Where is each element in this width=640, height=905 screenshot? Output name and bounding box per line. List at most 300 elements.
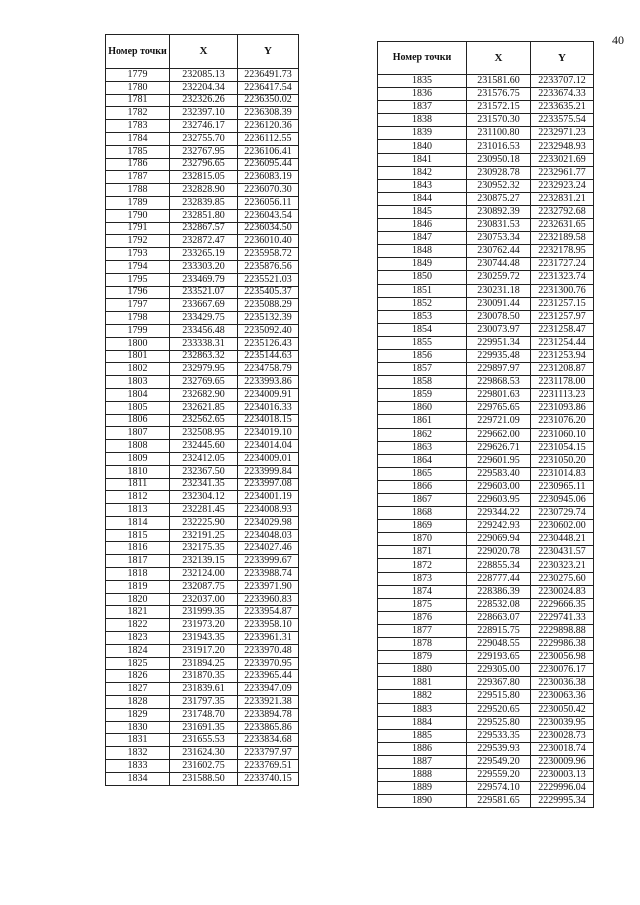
y-cell: 2232948.93 [531,140,594,153]
x-cell: 232326.26 [170,94,238,107]
y-cell: 2236043.54 [238,209,299,222]
y-cell: 2231254.44 [531,336,594,349]
point-number-cell: 1835 [378,75,467,88]
table-row [106,286,299,299]
table-row [378,559,594,572]
y-cell: 2234018.15 [238,414,299,427]
x-cell: 232304.12 [170,491,238,504]
x-cell: 231748.70 [170,708,238,721]
table-row [106,132,299,145]
point-number-cell: 1874 [378,585,467,598]
table-row [106,299,299,312]
x-cell: 233469.79 [170,273,238,286]
point-number-cell: 1789 [106,196,170,209]
y-cell: 2230945.06 [531,494,594,507]
coordinates-table-left [105,34,299,786]
x-cell: 233265.19 [170,248,238,261]
point-number-cell: 1839 [378,127,467,140]
y-cell: 2231208.87 [531,363,594,376]
table-row [378,127,594,140]
y-cell: 2236112.55 [238,132,299,145]
x-cell: 232746.17 [170,120,238,133]
table-row [106,69,299,82]
point-number-cell: 1885 [378,729,467,742]
x-cell: 229583.40 [467,467,531,480]
table-row [106,120,299,133]
x-header: X [170,35,238,69]
x-cell: 229574.10 [467,782,531,795]
y-cell: 2236491.73 [238,69,299,82]
y-cell: 2233971.90 [238,580,299,593]
x-cell: 229603.00 [467,480,531,493]
point-number-cell: 1878 [378,638,467,651]
table-row [378,297,594,310]
table-row [106,222,299,235]
table-row [378,402,594,415]
point-number-cell: 1843 [378,179,467,192]
x-cell: 232562.65 [170,414,238,427]
table-row [106,619,299,632]
table-row [378,494,594,507]
point-number-header: Номер точки [378,42,467,75]
x-cell: 232139.15 [170,555,238,568]
y-cell: 2232792.68 [531,205,594,218]
x-cell: 229601.95 [467,454,531,467]
table-row [106,529,299,542]
table-row [378,114,594,127]
point-number-cell: 1788 [106,184,170,197]
y-cell: 2233965.44 [238,670,299,683]
table-row [106,708,299,721]
point-number-cell: 1860 [378,402,467,415]
point-number-cell: 1784 [106,132,170,145]
x-cell: 232508.95 [170,427,238,440]
table-header-row [378,42,594,75]
table-row [106,312,299,325]
x-cell: 232755.70 [170,132,238,145]
x-cell: 230753.34 [467,232,531,245]
table-row [378,742,594,755]
y-cell: 2232831.21 [531,192,594,205]
point-number-cell: 1783 [106,120,170,133]
table-row [106,337,299,350]
point-number-cell: 1790 [106,209,170,222]
point-number-cell: 1868 [378,507,467,520]
point-number-cell: 1779 [106,69,170,82]
table-row [378,624,594,637]
x-cell: 230952.32 [467,179,531,192]
point-number-cell: 1847 [378,232,467,245]
table-row [106,196,299,209]
y-cell: 2231054.15 [531,441,594,454]
x-cell: 230892.39 [467,205,531,218]
x-cell: 232828.90 [170,184,238,197]
x-cell: 232341.35 [170,478,238,491]
table-row [106,683,299,696]
point-number-cell: 1797 [106,299,170,312]
table-row [378,428,594,441]
y-cell: 2230448.21 [531,533,594,546]
x-cell: 228386.39 [467,585,531,598]
point-number-cell: 1844 [378,192,467,205]
table-row [106,363,299,376]
point-number-cell: 1830 [106,721,170,734]
table-row [378,271,594,284]
table-row [106,644,299,657]
point-number-cell: 1795 [106,273,170,286]
y-cell: 2234014.04 [238,440,299,453]
point-number-cell: 1837 [378,101,467,114]
table-row [378,363,594,376]
y-cell: 2233947.09 [238,683,299,696]
page-number: 40 [612,33,624,47]
table-row [378,755,594,768]
table-row [378,232,594,245]
point-number-cell: 1875 [378,598,467,611]
point-number-cell: 1887 [378,755,467,768]
x-header: X [467,42,531,75]
table-body-left [106,69,299,786]
table-row [378,703,594,716]
point-number-cell: 1798 [106,312,170,325]
y-cell: 2231093.86 [531,402,594,415]
x-cell: 233429.75 [170,312,238,325]
y-cell: 2234048.03 [238,529,299,542]
y-cell: 2234009.91 [238,388,299,401]
point-number-cell: 1804 [106,388,170,401]
y-cell: 2236070.30 [238,184,299,197]
x-cell: 231572.15 [467,101,531,114]
point-number-cell: 1809 [106,452,170,465]
point-number-cell: 1857 [378,363,467,376]
y-cell: 2232178.95 [531,245,594,258]
x-cell: 229549.20 [467,755,531,768]
table-row [378,389,594,402]
table-row [378,638,594,651]
x-cell: 229367.80 [467,677,531,690]
y-cell: 2230036.38 [531,677,594,690]
x-cell: 233667.69 [170,299,238,312]
y-cell: 2229996.04 [531,782,594,795]
x-cell: 232191.25 [170,529,238,542]
point-number-cell: 1882 [378,690,467,703]
y-cell: 2230003.13 [531,768,594,781]
table-row [106,504,299,517]
x-cell: 229048.55 [467,638,531,651]
table-row [106,145,299,158]
point-number-cell: 1796 [106,286,170,299]
point-number-cell: 1842 [378,166,467,179]
table-row [106,593,299,606]
y-cell: 2229898.88 [531,624,594,637]
point-number-cell: 1807 [106,427,170,440]
point-number-cell: 1852 [378,297,467,310]
y-header: Y [531,42,594,75]
y-cell: 2232923.24 [531,179,594,192]
point-number-cell: 1858 [378,376,467,389]
y-cell: 2231113.23 [531,389,594,402]
point-number-cell: 1814 [106,516,170,529]
y-cell: 2229986.38 [531,638,594,651]
y-cell: 2236350.02 [238,94,299,107]
y-cell: 2232189.58 [531,232,594,245]
table-row [106,491,299,504]
point-number-cell: 1793 [106,248,170,261]
point-number-cell: 1870 [378,533,467,546]
point-number-cell: 1876 [378,611,467,624]
x-cell: 229897.97 [467,363,531,376]
x-cell: 228777.44 [467,572,531,585]
y-cell: 2234009.01 [238,452,299,465]
table-row [378,192,594,205]
x-cell: 228663.07 [467,611,531,624]
y-cell: 2236120.36 [238,120,299,133]
y-cell: 2236095.44 [238,158,299,171]
y-cell: 2229995.34 [531,795,594,808]
table-row [106,555,299,568]
y-cell: 2233988.74 [238,568,299,581]
table-body-right [378,75,594,808]
point-number-cell: 1872 [378,559,467,572]
point-number-cell: 1855 [378,336,467,349]
y-cell: 2230024.83 [531,585,594,598]
y-cell: 2230965.11 [531,480,594,493]
y-cell: 2233674.33 [531,88,594,101]
y-cell: 2231727.24 [531,258,594,271]
table-row [106,376,299,389]
y-cell: 2234029.98 [238,516,299,529]
x-cell: 232445.60 [170,440,238,453]
point-number-cell: 1821 [106,606,170,619]
x-cell: 232872.47 [170,235,238,248]
x-cell: 232839.85 [170,196,238,209]
table-row [378,179,594,192]
x-cell: 232204.34 [170,81,238,94]
table-row [106,696,299,709]
y-cell: 2233575.54 [531,114,594,127]
x-cell: 229721.09 [467,415,531,428]
table-row [378,716,594,729]
table-row [378,153,594,166]
point-number-cell: 1879 [378,651,467,664]
x-cell: 232037.00 [170,593,238,606]
x-cell: 232867.57 [170,222,238,235]
point-number-cell: 1880 [378,664,467,677]
point-number-cell: 1850 [378,271,467,284]
table-row [106,209,299,222]
x-cell: 229020.78 [467,546,531,559]
point-number-cell: 1799 [106,324,170,337]
x-cell: 229344.22 [467,507,531,520]
point-number-cell: 1803 [106,376,170,389]
table-row [378,651,594,664]
x-cell: 229539.93 [467,742,531,755]
table-row [106,606,299,619]
x-cell: 231870.35 [170,670,238,683]
y-cell: 2230009.96 [531,755,594,768]
table-row [378,88,594,101]
x-cell: 232281.45 [170,504,238,517]
table-row [106,260,299,273]
table-row [378,768,594,781]
y-cell: 2233999.84 [238,465,299,478]
table-row [106,465,299,478]
y-cell: 2233960.83 [238,593,299,606]
x-cell: 229533.35 [467,729,531,742]
x-cell: 231797.35 [170,696,238,709]
point-number-cell: 1832 [106,747,170,760]
x-cell: 230078.50 [467,310,531,323]
y-cell: 2236056.11 [238,196,299,209]
point-number-header: Номер точки [106,35,170,69]
table-row [378,611,594,624]
table-row [378,75,594,88]
y-cell: 2231258.47 [531,323,594,336]
y-cell: 2231300.76 [531,284,594,297]
y-cell: 2233970.95 [238,657,299,670]
table-row [378,349,594,362]
x-cell: 232397.10 [170,107,238,120]
table-row [378,729,594,742]
y-cell: 2230431.57 [531,546,594,559]
table-row [106,580,299,593]
point-number-cell: 1883 [378,703,467,716]
x-cell: 231943.35 [170,632,238,645]
point-number-cell: 1819 [106,580,170,593]
table-row [106,670,299,683]
x-cell: 231016.53 [467,140,531,153]
point-number-cell: 1890 [378,795,467,808]
x-cell: 229801.63 [467,389,531,402]
point-number-cell: 1791 [106,222,170,235]
point-number-cell: 1833 [106,760,170,773]
table-row [106,734,299,747]
y-cell: 2231060.10 [531,428,594,441]
x-cell: 232815.05 [170,171,238,184]
x-cell: 232863.32 [170,350,238,363]
table-row [378,258,594,271]
point-number-cell: 1824 [106,644,170,657]
x-cell: 233456.48 [170,324,238,337]
x-cell: 232085.13 [170,69,238,82]
point-number-cell: 1802 [106,363,170,376]
table-row [378,376,594,389]
table-row [106,427,299,440]
point-number-cell: 1812 [106,491,170,504]
point-number-cell: 1813 [106,504,170,517]
point-number-cell: 1865 [378,467,467,480]
x-cell: 231588.50 [170,772,238,785]
point-number-cell: 1826 [106,670,170,683]
table-row [378,310,594,323]
point-number-cell: 1888 [378,768,467,781]
table-row [378,507,594,520]
y-cell: 2230056.98 [531,651,594,664]
x-cell: 233303.20 [170,260,238,273]
x-cell: 230073.97 [467,323,531,336]
x-cell: 230831.53 [467,219,531,232]
point-number-cell: 1794 [106,260,170,273]
point-number-cell: 1820 [106,593,170,606]
point-number-cell: 1780 [106,81,170,94]
x-cell: 231973.20 [170,619,238,632]
x-cell: 231839.61 [170,683,238,696]
x-cell: 230744.48 [467,258,531,271]
y-cell: 2230018.74 [531,742,594,755]
point-number-cell: 1854 [378,323,467,336]
x-cell: 231602.75 [170,760,238,773]
x-cell: 229603.95 [467,494,531,507]
point-number-cell: 1867 [378,494,467,507]
y-cell: 2233834.68 [238,734,299,747]
table-row [106,184,299,197]
y-cell: 2233865.86 [238,721,299,734]
y-cell: 2233021.69 [531,153,594,166]
table-row [106,440,299,453]
table-row [378,690,594,703]
y-cell: 2231050.20 [531,454,594,467]
y-cell: 2236308.39 [238,107,299,120]
table-row [106,721,299,734]
point-number-cell: 1811 [106,478,170,491]
coordinates-table-right [377,41,594,808]
x-cell: 228532.08 [467,598,531,611]
x-cell: 229662.00 [467,428,531,441]
x-cell: 231691.35 [170,721,238,734]
x-cell: 231999.35 [170,606,238,619]
y-cell: 2235092.40 [238,324,299,337]
y-cell: 2236034.50 [238,222,299,235]
y-cell: 2234016.33 [238,401,299,414]
y-cell: 2234008.93 [238,504,299,517]
point-number-cell: 1849 [378,258,467,271]
table-row [378,546,594,559]
point-number-cell: 1845 [378,205,467,218]
y-cell: 2233921.38 [238,696,299,709]
y-cell: 2235126.43 [238,337,299,350]
table-row [378,585,594,598]
point-number-cell: 1810 [106,465,170,478]
x-cell: 229951.34 [467,336,531,349]
x-cell: 231570.30 [467,114,531,127]
y-cell: 2233769.51 [238,760,299,773]
y-cell: 2236106.41 [238,145,299,158]
y-cell: 2236083.19 [238,171,299,184]
x-cell: 233338.31 [170,337,238,350]
table-row [106,388,299,401]
point-number-cell: 1781 [106,94,170,107]
y-cell: 2232631.65 [531,219,594,232]
point-number-cell: 1859 [378,389,467,402]
y-cell: 2231323.74 [531,271,594,284]
x-cell: 229515.80 [467,690,531,703]
y-cell: 2230050.42 [531,703,594,716]
table-row [106,772,299,785]
point-number-cell: 1827 [106,683,170,696]
table-row [106,107,299,120]
table-row [378,677,594,690]
x-cell: 231581.60 [467,75,531,88]
point-number-cell: 1861 [378,415,467,428]
x-cell: 230091.44 [467,297,531,310]
point-number-cell: 1841 [378,153,467,166]
point-number-cell: 1834 [106,772,170,785]
y-cell: 2233894.78 [238,708,299,721]
y-cell: 2231014.83 [531,467,594,480]
x-cell: 229868.53 [467,376,531,389]
y-cell: 2233958.10 [238,619,299,632]
y-cell: 2231076.20 [531,415,594,428]
